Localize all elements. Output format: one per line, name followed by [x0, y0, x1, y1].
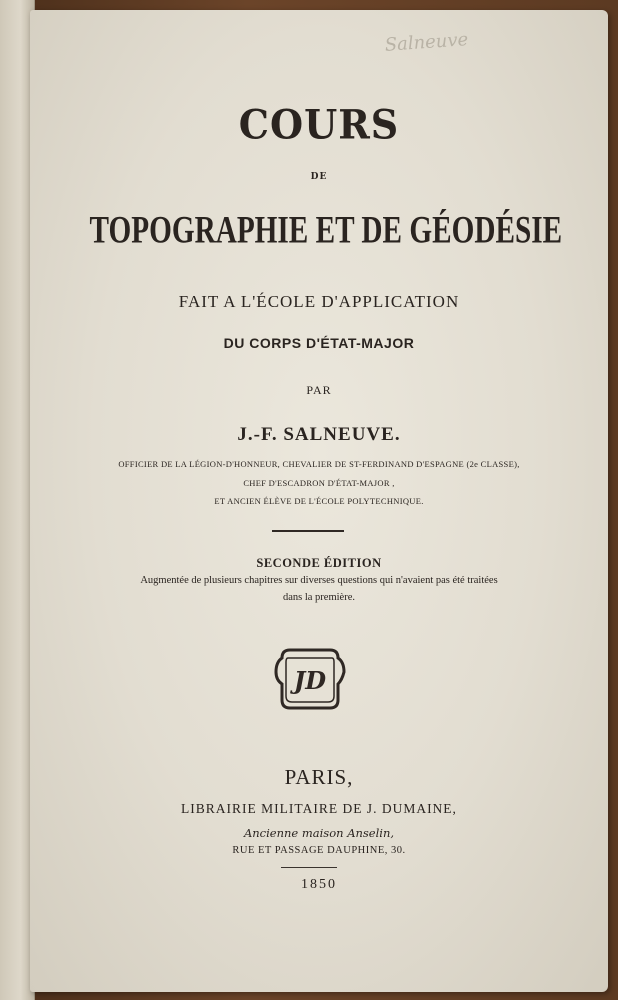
publisher-formerly: Ancienne maison Anselin, [243, 826, 395, 840]
book-title: COURS [238, 100, 400, 149]
publication-year: 1850 [301, 877, 337, 892]
book-subtitle: TOPOGRAPHIE ET DE GÉODÉSIE [89, 209, 563, 252]
year-rule [281, 867, 337, 868]
divider-rule [272, 530, 344, 532]
author-name: J.-F. SALNEUVE. [237, 424, 401, 445]
author-credential: OFFICIER DE LA LÉGION-D'HONNEUR, CHEVALIER DE ST-FERDINAND D'ESPAGNE (2e CLASSE), [118, 459, 520, 469]
pencil-annotation: Salneuve [384, 29, 469, 56]
title-connector: DE [310, 172, 328, 182]
publisher-emblem-icon [272, 644, 348, 714]
emblem-monogram: JD [293, 666, 327, 695]
author-credential: CHEF D'ESCADRON D'ÉTAT-MAJOR , [243, 478, 395, 488]
publisher-name: LIBRAIRIE MILITAIRE DE J. DUMAINE, [181, 801, 457, 816]
school-line: FAIT A L'ÉCOLE D'APPLICATION [178, 292, 460, 311]
edition-heading: SECONDE ÉDITION [256, 556, 382, 570]
edition-note: dans la première. [282, 592, 355, 603]
author-credential: ET ANCIEN ÉLÈVE DE L'ÉCOLE POLYTECHNIQUE. [214, 496, 424, 506]
corps-line: DU CORPS D'ÉTAT-MAJOR [223, 335, 415, 351]
publisher-city: PARIS, [284, 765, 354, 789]
by-line: PAR [306, 383, 332, 397]
edition-note: Augmentée de plusieurs chapitres sur diverses questions qui n'avaient pas été traitées [140, 575, 498, 586]
publisher-address: RUE ET PASSAGE DAUPHINE, 30. [232, 845, 406, 856]
